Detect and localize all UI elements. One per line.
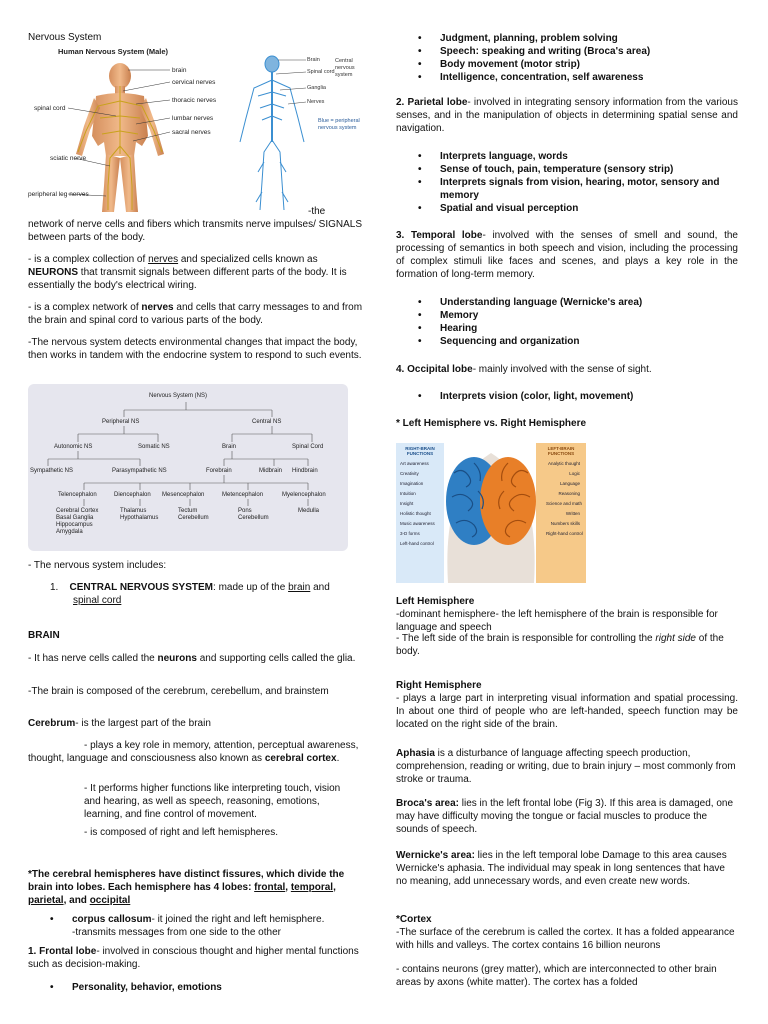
frontal-lobe: 1. Frontal lobe- involved in conscious thought and higher mental functions such as decision-making. <box>28 946 359 970</box>
lb-item: Right-hand control <box>546 531 583 536</box>
frontal-bullets-list <box>28 981 363 994</box>
lb-item: Language <box>559 481 580 486</box>
lb-item: Logic <box>569 471 580 476</box>
node-spinal-cord: Spinal Cord <box>292 444 324 450</box>
node-telencephalon: Telencephalon <box>58 492 97 498</box>
left-hemisphere-heading: Left Hemisphere <box>396 596 475 607</box>
definition-line: network of nerve cells and fibers which transmits nerve impulses/ SIGNALS between parts of the body. <box>28 219 363 243</box>
left-brain-title: LEFT-BRAIN FUNCTIONS <box>547 446 575 456</box>
cns-item: 1. CENTRAL NERVOUS SYSTEM: made up of the brain and spinal cord <box>50 582 330 606</box>
rb-item: Music awareness <box>400 521 435 526</box>
label-cns: Central nervous system <box>335 58 355 78</box>
temporal-bullets <box>396 296 738 348</box>
rb-item: Imagination <box>400 481 424 486</box>
label-brain-blue: Brain <box>307 57 320 63</box>
frontal-bullet: • Personality, behavior, emotions <box>28 981 363 994</box>
label-cervical-nerves: cervical nerves <box>172 79 216 86</box>
occipital-bullets <box>396 390 738 403</box>
paragraph-detects: -The nervous system detects environmental changes that impact the body, then works in tandem with the endocrine system to respond to such events. <box>28 337 362 361</box>
node-sympathetic: Sympathetic NS <box>30 468 74 474</box>
node-midbrain: Midbrain <box>259 468 283 474</box>
temporal-bullet-hearing: • Hearing <box>396 322 738 335</box>
figure-title: Human Nervous System (Male) <box>58 47 169 56</box>
node-cerebellum-1: Cerebellum <box>178 515 209 521</box>
node-medulla: Medulla <box>298 508 320 514</box>
node-thalamus: Thalamus <box>120 508 147 514</box>
node-central: Central NS <box>252 419 282 425</box>
node-brain: Brain <box>222 444 237 450</box>
paragraph-collection: - is a complex collection of nerves and specialized cells known as NEURONS that transmit signals between different parts of the body. It is essentially the body's electrical wiring. <box>28 254 347 291</box>
node-mesencephalon: Mesencephalon <box>162 492 205 498</box>
parietal-bullets <box>396 150 738 215</box>
cerebrum-role: - plays a key role in memory, attention, perceptual awareness, thought, language and consciousness also known as cerebral cortex. <box>28 740 359 764</box>
temporal-bullet-understanding: • Understanding language (Wernicke's area) <box>396 296 738 309</box>
occipital-lobe: 4. Occipital lobe- mainly involved with the sense of sight. <box>396 364 652 375</box>
right-hemisphere-heading: Right Hemisphere <box>396 680 482 691</box>
frontal-bullet-movement: • Body movement (motor strip) <box>396 58 738 71</box>
parietal-bullet-language: • Interprets language, words <box>396 150 738 163</box>
node-autonomic: Autonomic NS <box>54 444 93 450</box>
corpus-callosum-item: • corpus callosum- it joined the right and left hemisphere. -transmits messages from one side to the other <box>28 913 363 939</box>
node-pons: Pons <box>238 508 252 514</box>
parietal-lobe: 2. Parietal lobe- involved in integrating sensory information from the various senses, and in the manipulation of objects in determining spatial sense and navigation. <box>396 97 738 134</box>
rb-item: Left-hand control <box>400 541 434 546</box>
left-hemisphere-dominant: -dominant hemisphere- the left hemisphere of the brain is responsible for language and speech <box>396 609 718 633</box>
node-myelencephalon: Myelencephalon <box>282 492 326 498</box>
brain-neurons: - It has nerve cells called the neurons and supporting cells called the glia. <box>28 653 356 664</box>
cerebrum-functions: - It performs higher functions like interpreting touch, vision and hearing, as well as speech, reasoning, emotions, learning, and fine control of movement. <box>84 783 341 820</box>
node-somatic: Somatic NS <box>138 444 170 450</box>
cerebrum-hemispheres: - is composed of right and left hemispheres. <box>84 827 278 838</box>
lb-item: Analytic thought <box>547 461 580 466</box>
node-cerebellum-2: Cerebellum <box>238 515 269 521</box>
node-basal-ganglia: Basal Ganglia <box>56 515 94 521</box>
parietal-bullet-touch: • Sense of touch, pain, temperature (sensory strip) <box>396 163 738 176</box>
aphasia-paragraph: Aphasia is a disturbance of language affecting speech production, comprehension, reading or writing, due to brain injury – most commonly from stroke or trauma. <box>396 748 736 785</box>
lb-item: Reasoning <box>558 491 580 496</box>
temporal-bullet-memory: • Memory <box>396 309 738 322</box>
frontal-bullets-continued <box>396 32 738 84</box>
parietal-bullet-signals: • Interprets signals from vision, hearing, motor, sensory and memory <box>396 176 738 202</box>
parietal-bullet-spatial: • Spatial and visual perception <box>396 202 738 215</box>
cerebrum-line: Cerebrum- is the largest part of the brain <box>28 718 211 729</box>
rb-item: Creativity <box>400 471 419 476</box>
rb-item: 3-D forms <box>400 531 420 536</box>
brain-composed: -The brain is composed of the cerebrum, cerebellum, and brainstem <box>28 686 329 697</box>
node-metencephalon: Metencephalon <box>222 492 264 498</box>
brain-illustration <box>396 443 586 583</box>
corpus-callosum-list <box>28 913 363 939</box>
label-nerves: Nerves <box>307 99 325 105</box>
fissures-paragraph: *The cerebral hemispheres have distinct fissures, which divide the brain into lobes. Each hemisphere has 4 lobes: frontal, temporal, parietal, and occipital <box>28 869 345 906</box>
rb-item: Holistic thought <box>400 511 431 516</box>
node-hypothalamus: Hypothalamus <box>120 515 159 521</box>
cortex-heading: *Cortex <box>396 914 432 925</box>
node-diencephalon: Diencephalon <box>114 492 151 498</box>
rb-item: Insight <box>400 501 414 506</box>
lb-item: Science and math <box>546 501 583 506</box>
diagram-nervous-system-tree <box>28 384 348 551</box>
frontal-bullet-speech: • Speech: speaking and writing (Broca's area) <box>396 45 738 58</box>
label-sacral-nerves: sacral nerves <box>172 129 211 136</box>
label-spinal-cord-blue: Spinal cord <box>307 69 335 75</box>
rb-item: Intuition <box>400 491 416 496</box>
wernicke-paragraph: Wernicke's area: lies in the left temporal lobe Damage to this area causes Wernicke's aphasia. The individual may speak in long sentences that have no meaning, add unnecessary words, and even create new words. <box>396 850 727 887</box>
rb-item: Art awareness <box>400 461 429 466</box>
label-peripheral-leg-nerves: peripheral leg nerves <box>28 191 89 198</box>
lb-item: Written <box>565 511 580 516</box>
lb-item: Numbers skills <box>550 521 580 526</box>
frontal-bullet-intelligence: • Intelligence, concentration, self awareness <box>396 71 738 84</box>
definition-dash: -the <box>308 206 326 217</box>
broca-paragraph: Broca's area: lies in the left frontal lobe (Fig 3). If this area is damaged, one may have difficulty moving the tongue or facial muscles to produce the sounds of speech. <box>396 798 734 835</box>
node-forebrain: Forebrain <box>206 468 232 474</box>
temporal-lobe: 3. Temporal lobe- involved with the senses of smell and sound, the processing of semantics in both speech and vision, including the processing of complex stimuli like faces and scenes, and plays a key role in the formation of long-term memory. <box>396 230 738 280</box>
figure-blue-nervous-system <box>236 52 366 214</box>
temporal-bullet-sequencing: • Sequencing and organization <box>396 335 738 348</box>
node-hippocampus: Hippocampus <box>56 522 93 528</box>
node-root: Nervous System (NS) <box>149 393 208 399</box>
label-pns: Blue = peripheral nervous system <box>318 118 360 131</box>
node-amygdala: Amygdala <box>56 529 83 535</box>
right-brain-title: RIGHT-BRAIN FUNCTIONS <box>405 446 435 456</box>
label-thoracic-nerves: thoracic nerves <box>172 97 217 104</box>
figure-human-nervous-system <box>28 46 250 216</box>
left-hemisphere-control: - The left side of the brain is responsible for controlling the right side of the body. <box>396 633 724 657</box>
heading-nervous-system: Nervous System <box>28 32 102 43</box>
node-parasympathetic: Parasympathetic NS <box>112 468 167 474</box>
figure-brain-hemispheres <box>396 443 586 583</box>
includes-line: - The nervous system includes: <box>28 560 167 571</box>
label-spinal-cord: spinal cord <box>34 105 66 112</box>
frontal-bullet-judgment: • Judgment, planning, problem solving <box>396 32 738 45</box>
node-cerebral-cortex: Cerebral Cortex <box>56 508 99 514</box>
node-peripheral: Peripheral NS <box>102 419 140 425</box>
label-sciatic-nerve: sciatic nerve <box>50 155 87 162</box>
cortex-neurons: - contains neurons (grey matter), which are interconnected to other brain areas by axons (white matter). The cortex has a folded <box>396 964 717 988</box>
hemisphere-heading: * Left Hemisphere vs. Right Hemisphere <box>396 418 587 429</box>
paragraph-network: - is a complex network of nerves and cells that carry messages to and from the brain and spinal cord to various parts of the body. <box>28 302 363 326</box>
brain-heading: BRAIN <box>28 630 60 641</box>
node-hindbrain: Hindbrain <box>292 468 318 474</box>
label-lumbar-nerves: lumbar nerves <box>172 115 214 122</box>
right-hemisphere-text: - plays a large part in interpreting visual information and spatial processing. In about one third of people who are left-handed, speech function may be located on the right side of the brain. <box>396 693 738 730</box>
label-ganglia: Ganglia <box>307 85 326 91</box>
node-tectum: Tectum <box>178 508 198 514</box>
occipital-bullet-vision: • Interprets vision (color, light, movement) <box>396 390 738 403</box>
label-brain: brain <box>172 67 187 74</box>
cortex-surface: -The surface of the cerebrum is called the cortex. It has a folded appearance with hills and valleys. The cortex contains 16 billion neurons <box>396 927 735 951</box>
